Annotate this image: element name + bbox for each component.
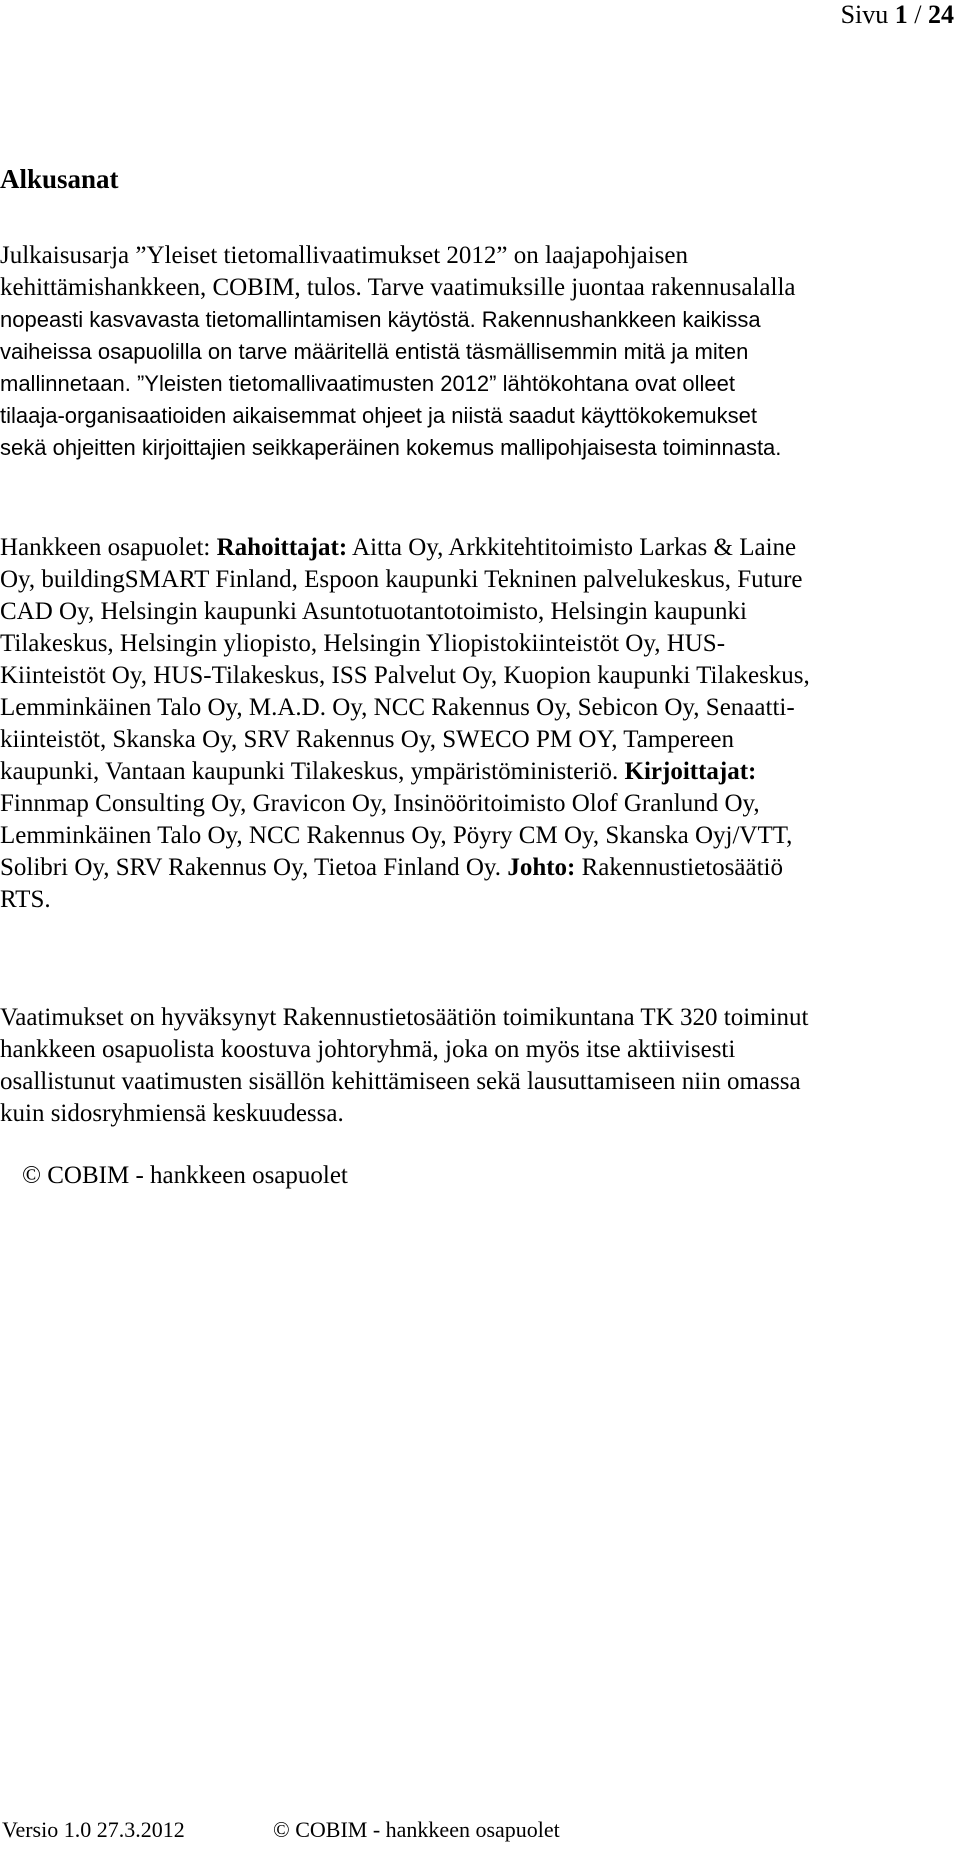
- parties-paragraph: [0, 532, 955, 916]
- intro-line: tilaaja-organisaatioiden aikaisemmat ohjeet ja niistä saadut käyttökokemukset: [0, 403, 757, 428]
- parties-line: [0, 756, 955, 788]
- parties-line: CAD Oy, Helsingin kaupunki Asuntotuotantotoimisto, Helsingin kaupunki: [0, 598, 747, 625]
- parties-line: Lemminkäinen Talo Oy, M.A.D. Oy, NCC Rakennus Oy, Sebicon Oy, Senaatti-: [0, 694, 795, 721]
- intro-line: Julkaisusarja ”Yleiset tietomallivaatimukset 2012” on laajapohjaisen: [0, 242, 689, 269]
- intro-line: nopeasti kasvavasta tietomallintamisen käytöstä. Rakennushankkeen kaikissa: [0, 307, 761, 332]
- parties-line: Lemminkäinen Talo Oy, NCC Rakennus Oy, Pöyry CM Oy, Skanska Oyj/VTT,: [0, 822, 793, 849]
- writers-label: Kirjoittajat:: [624, 758, 757, 785]
- section-heading: Alkusanat: [0, 164, 119, 194]
- footer-version: Versio 1.0 27.3.2012: [2, 1817, 185, 1842]
- copyright-notice: © COBIM - hankkeen osapuolet: [22, 1162, 348, 1189]
- parties-line: RTS.: [0, 886, 51, 913]
- page-separator: /: [907, 0, 928, 29]
- funders-label: Rahoittajat:: [216, 534, 348, 561]
- page-number: [841, 0, 954, 30]
- parties-line: Finnmap Consulting Oy, Gravicon Oy, Insinööritoimisto Olof Granlund Oy,: [0, 790, 760, 817]
- parties-line: kiinteistöt, Skanska Oy, SRV Rakennus Oy, SWECO PM OY, Tampereen: [0, 726, 734, 753]
- intro-line: kehittämishankkeen, COBIM, tulos. Tarve vaatimuksille juontaa rakennusalalla: [0, 274, 796, 301]
- parties-text: Solibri Oy, SRV Rakennus Oy, Tietoa Finland Oy.: [0, 854, 508, 881]
- parties-text: kaupunki, Vantaan kaupunki Tilakeskus, ympäristöministeriö.: [0, 758, 625, 785]
- parties-text: Rakennustietosäätiö: [575, 854, 783, 881]
- parties-line: [0, 852, 955, 884]
- approval-paragraph: [0, 1002, 955, 1130]
- parties-line: Oy, buildingSMART Finland, Espoon kaupunki Tekninen palvelukeskus, Future: [0, 566, 803, 593]
- parties-line: [0, 532, 955, 564]
- footer-copyright: © COBIM - hankkeen osapuolet: [273, 1817, 560, 1842]
- parties-text: Aitta Oy, Arkkitehtitoimisto Larkas & Laine: [347, 534, 797, 561]
- parties-line: Kiinteistöt Oy, HUS-Tilakeskus, ISS Palvelut Oy, Kuopion kaupunki Tilakeskus,: [0, 662, 810, 689]
- approval-line: osallistunut vaatimusten sisällön kehittämiseen sekä lausuttamiseen niin omassa: [0, 1068, 801, 1095]
- approval-line: hankkeen osapuolista koostuva johtoryhmä, joka on myös itse aktiivisesti: [0, 1036, 736, 1063]
- intro-line: vaiheissa osapuolilla on tarve määritellä entistä täsmällisemmin mitä ja miten: [0, 339, 749, 364]
- intro-line: sekä ohjeitten kirjoittajien seikkaperäinen kokemus mallipohjaisesta toiminnasta.: [0, 435, 782, 460]
- lead-label: Johto:: [507, 854, 576, 881]
- page-total: 24: [928, 0, 954, 29]
- parties-intro: Hankkeen osapuolet:: [0, 534, 217, 561]
- page-current: 1: [894, 0, 908, 29]
- page-prefix: Sivu: [840, 0, 895, 29]
- approval-line: kuin sidosryhmiensä keskuudessa.: [0, 1100, 344, 1127]
- intro-line: mallinnetaan. ”Yleisten tietomallivaatimusten 2012” lähtökohtana ovat olleet: [0, 371, 735, 396]
- intro-paragraph: [0, 240, 955, 464]
- parties-line: Tilakeskus, Helsingin yliopisto, Helsingin Yliopistokiinteistöt Oy, HUS-: [0, 630, 726, 657]
- approval-line: Vaatimukset on hyväksynyt Rakennustietosäätiön toimikuntana TK 320 toiminut: [0, 1004, 809, 1031]
